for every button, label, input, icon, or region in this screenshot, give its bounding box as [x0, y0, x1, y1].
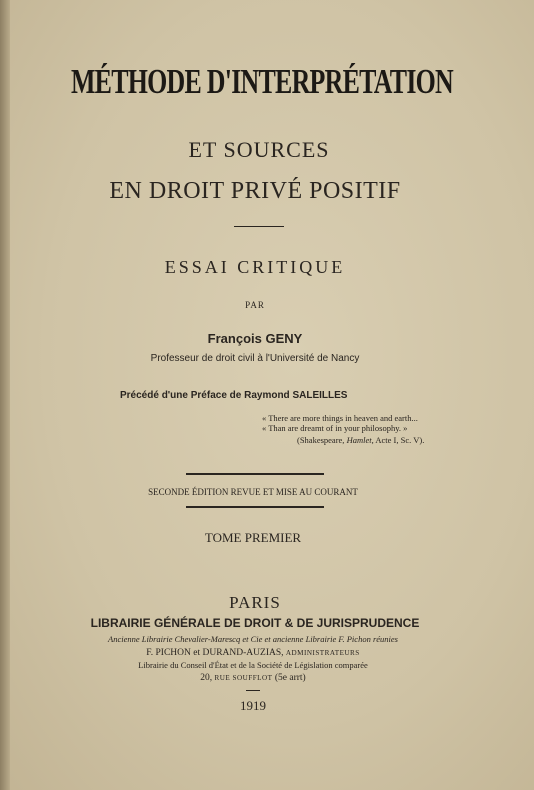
book-title: MÉTHODE D'INTERPRÉTATION — [70, 62, 454, 101]
preface-note: Précédé d'une Préface de Raymond SALEILLES — [120, 390, 348, 401]
divider-rule — [234, 226, 284, 227]
conseil-note: Librairie du Conseil d'État et de la Société de Législation comparée — [138, 660, 368, 670]
epigraph-source: (Shakespeare, Hamlet, Acte I, Sc. V). — [297, 435, 425, 445]
publication-year: 1919 — [240, 698, 266, 713]
by-label: PAR — [245, 300, 265, 310]
author-name: François GENY — [207, 331, 303, 346]
epigraph-line-2: « Than are dreamt of in your philosophy. » — [262, 423, 408, 433]
subtitle-line-2: EN DROIT PRIVÉ POSITIF — [109, 178, 401, 204]
year-rule — [246, 690, 260, 691]
page-edge — [0, 0, 10, 790]
author-title: Professeur de droit civil à l'Université de Nancy — [150, 353, 360, 364]
publisher-address: 20, RUE SOUFFLOT (5e arrt) — [200, 673, 306, 683]
essay-label: ESSAI CRITIQUE — [164, 257, 346, 277]
imprint-city: PARIS — [229, 593, 281, 612]
subtitle-line-1: ET SOURCES — [188, 137, 330, 162]
former-publishers: Ancienne Librairie Chevalier-Marescq et Cie et ancienne Librairie F. Pichon réunies — [108, 634, 398, 644]
administrators: F. PICHON et DURAND-AUZIAS, ADMINISTRATEURS — [146, 648, 360, 658]
volume-label: TOME PREMIER — [204, 530, 302, 545]
edition-note: SECONDE ÉDITION REVUE ET MISE AU COURANT — [148, 487, 358, 497]
epigraph-line-1: « There are more things in heaven and earth... — [262, 413, 418, 423]
edition-rule-bottom — [186, 506, 324, 508]
edition-rule-top — [186, 473, 324, 475]
publisher-name: LIBRAIRIE GÉNÉRALE DE DROIT & DE JURISPRUDENCE — [90, 616, 420, 630]
